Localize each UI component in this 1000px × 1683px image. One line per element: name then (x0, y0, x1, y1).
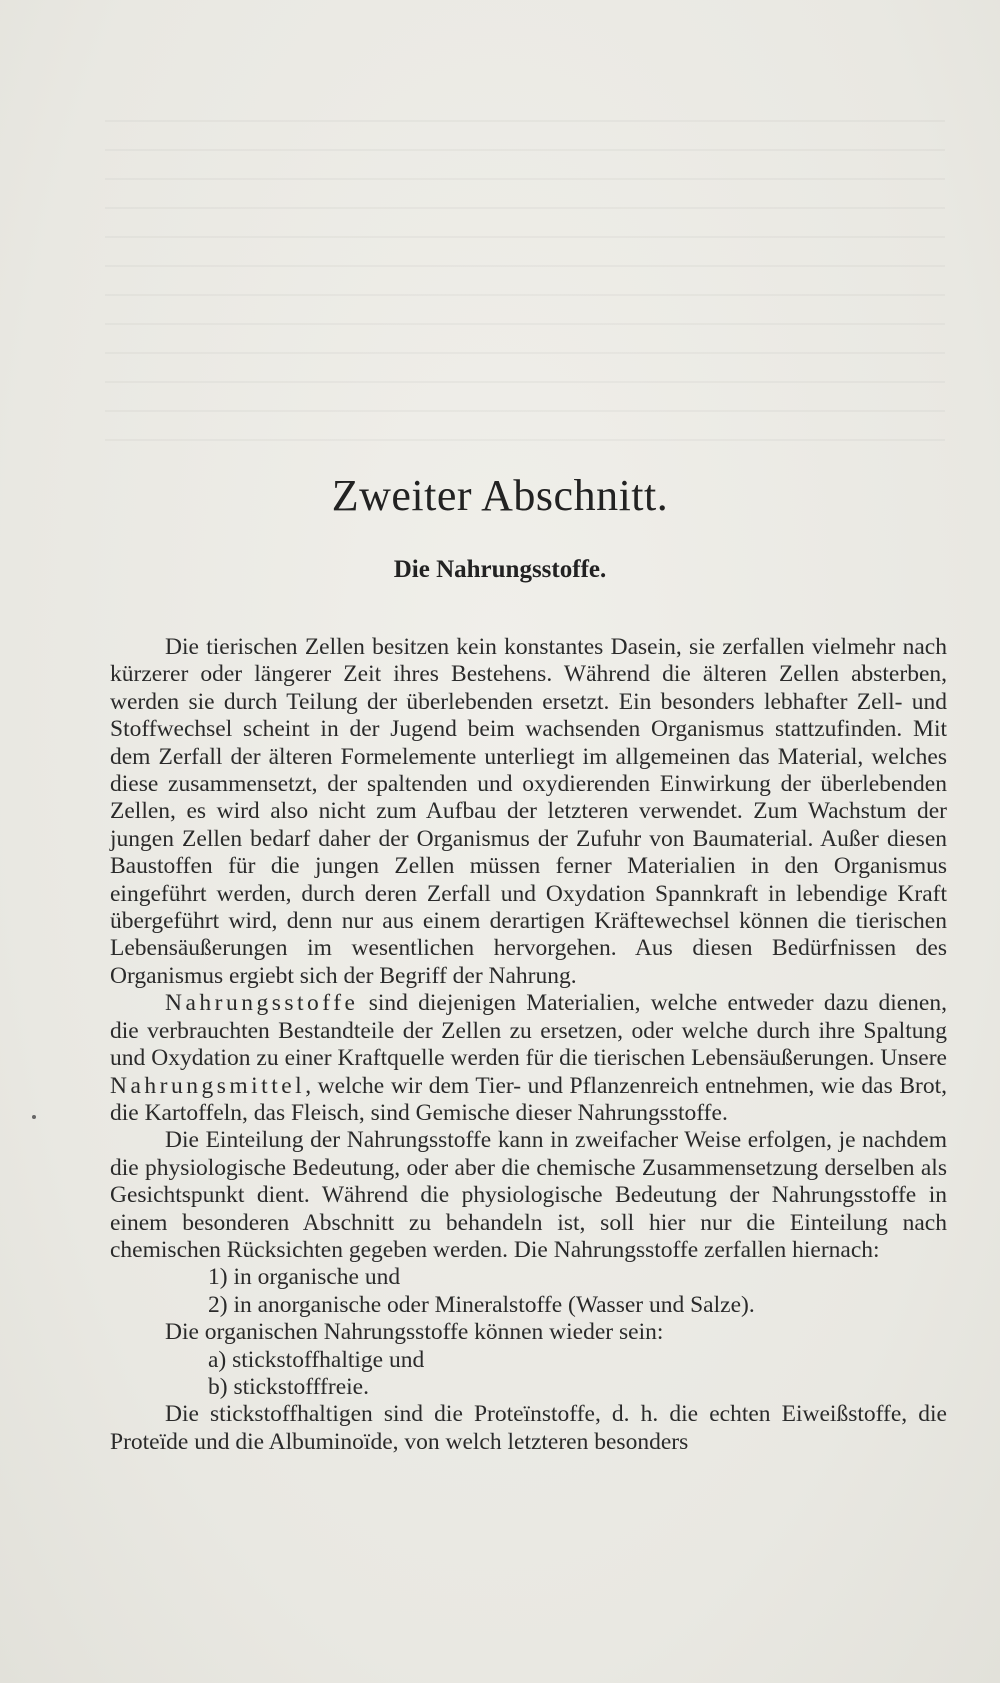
list-item: 2) in anorganische oder Mineralstoffe (Wasser und Salze). (208, 1291, 755, 1318)
paragraph-2 (110, 990, 947, 1127)
paragraph-5: Die stickstoffhaltigen sind die Proteïnstoffe, d. h. die echten Eiweißstoffe, die Proteïde und die Albuminoïde, von welch letzteren besonders (110, 1401, 947, 1455)
paragraph-1: Die tierischen Zellen besitzen kein konstantes Dasein, sie zerfallen vielmehr nach kürzerer oder längerer Zeit ihres Bestehens. Während die älteren Zellen absterben, werden sie durch Teilung der überlebenden ersetzt. Ein besonders lebhafter Zell- und Stoffwechsel scheint in der Jugend beim wachsenden Organismus stattzufinden. Mit dem Zerfall der älteren Formelemente unterliegt im allgemeinen das Material, welches diese zusammensetzt, der spaltenden und oxydierenden Einwirkung der überlebenden Zellen, es wird also nicht zum Aufbau der letzteren verwendet. Zum Wachstum der jungen Zellen bedarf daher der Organismus der Zufuhr von Baumaterial. Außer diesen Baustoffen für die jungen Zellen müssen ferner Materialien in den Organismus eingeführt werden, durch deren Zerfall und Oxydation Spannkraft in lebendige Kraft übergeführt wird, denn nur aus einem derartigen Kräftewechsel können die tierischen Lebensäußerungen im wesentlichen hervorgehen. Aus diesen Bedürfnissen des Organismus ergiebt sich der Begriff der Nahrung. (110, 634, 947, 989)
spaced-term-nahrungsmittel: Nahrungsmittel (110, 1072, 306, 1099)
section-heading: Zweiter Abschnitt. (331, 471, 669, 520)
list-item: a) stickstoffhaltige und (208, 1346, 425, 1373)
paragraph-2-text-a: sind diejenigen Materialien, welche entweder dazu dienen, die verbrauchten Bestandteile der Zellen zu ersetzen, oder welche durch ihre Spaltung und Oxydation zu einer Kraftquelle werden für die tierischen Lebensäußerungen. Unsere (110, 990, 947, 1072)
bleed-through-text (105, 120, 945, 460)
paragraph-2-text-b: , welche wir dem Tier- und Pflanzenreich entnehmen, wie das Brot, die Kartoffeln, das Fleisch, sind Gemische dieser Nahrungsstoffe. (110, 1072, 947, 1126)
paragraph-4: Die organischen Nahrungsstoffe können wieder sein: (165, 1319, 664, 1346)
body-text (110, 634, 947, 1456)
paragraph-3: Die Einteilung der Nahrungsstoffe kann in zweifacher Weise erfolgen, je nachdem die physiologische Bedeutung, oder aber die chemische Zusammensetzung derselben als Gesichtspunkt dient. Während die physiologische Bedeutung der Nahrungsstoffe in einem besonderen Abschnitt zu behandeln ist, soll hier nur die Einteilung nach chemischen Rücksichten gegeben werden. Die Nahrungsstoffe zerfallen hiernach: (110, 1127, 947, 1263)
spaced-term-nahrungsstoffe: Nahrungsstoffe (165, 990, 359, 1017)
section-subheading: Die Nahrungsstoffe. (393, 556, 607, 583)
list-item: 1) in organische und (208, 1264, 401, 1291)
margin-speck (32, 1115, 36, 1119)
list-item: b) stickstofffreie. (208, 1373, 369, 1400)
